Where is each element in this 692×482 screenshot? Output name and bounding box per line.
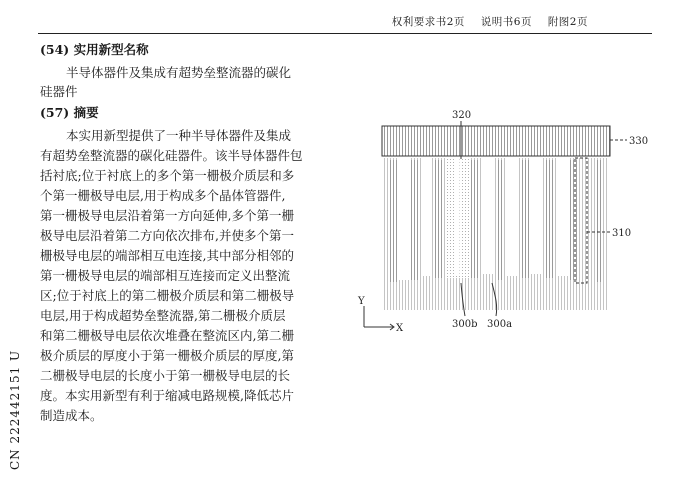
gate-finger [390, 160, 397, 282]
abstract-line: 有超势垒整流器的碳化硅器件。该半导体器件包 [40, 148, 303, 163]
abstract-line: 二栅极导电层的长度小于第一栅极导电层的长 [40, 368, 291, 383]
page-header [0, 0, 692, 34]
trench [421, 158, 432, 276]
gate-finger [434, 160, 443, 278]
substrate-region [382, 158, 609, 310]
axis-x-label: X [396, 323, 404, 334]
abstract-line: 极介质层的厚度小于第一栅极介质层的厚度,第 [40, 348, 294, 363]
header-rule [38, 33, 652, 34]
abstract-line: 第一栅极导电层沿着第一方向延伸,多个第一栅 [40, 208, 294, 223]
label-300a: 300a [487, 319, 513, 330]
abstract-line: 第一栅极导电层的端部相互连接而定义出整流 [40, 268, 291, 283]
abstract-line: 区;位于衬底上的第二栅极介质层和第二栅极导 [40, 288, 295, 303]
title-section-label: (54) 实用新型名称 [40, 42, 149, 57]
abstract-line: 和第二栅极导电层依次堆叠在整流区内,第二栅 [40, 328, 294, 343]
trench [506, 158, 518, 276]
trench [399, 158, 409, 280]
rectifier-region [445, 158, 469, 278]
abstract-line: 极导电层沿着第二方向依次排布,并使多个第一 [40, 228, 294, 243]
gate-connection-bar [382, 126, 610, 156]
abstract-line: 制造成本。 [40, 408, 103, 423]
title-line: 半导体器件及集成有超势垒整流器的碳化 [66, 65, 292, 80]
abstract-line: 括衬底;位于衬底上的多个第一栅极介质层和多 [40, 168, 295, 183]
claims-pages: 权利要求书2页 [391, 16, 465, 28]
gate-finger [570, 160, 579, 280]
title-line: 硅器件 [40, 84, 78, 99]
gate-finger [496, 160, 504, 280]
trench [481, 158, 494, 274]
description-pages: 说明书6页 [480, 16, 532, 28]
gate-finger [520, 160, 529, 278]
label-310: 310 [612, 228, 632, 239]
gate-finger [545, 160, 554, 278]
label-320: 320 [452, 110, 472, 121]
abstract-section-label: (57) 摘要 [40, 105, 99, 120]
axis-y-label: Y [358, 296, 365, 307]
page-count-info [380, 14, 588, 29]
abstract-line: 本实用新型提供了一种半导体器件及集成 [66, 128, 292, 143]
trench [531, 158, 543, 274]
axis-x-arrow [390, 324, 394, 330]
leader-300a [492, 283, 497, 316]
leader-300b [461, 283, 465, 316]
label-330: 330 [629, 136, 649, 147]
abstract-line: 个第一栅极导电层,用于构成多个晶体管器件, [40, 188, 286, 203]
abstract-line: 栅极导电层的端部相互电连接,其中部分相邻的 [40, 248, 294, 263]
abstract-line: 度。本实用新型有利于缩减电路规模,降低芯片 [40, 388, 294, 403]
publication-number: CN 222442151 U [8, 349, 22, 470]
drawing-pages: 附图2页 [547, 16, 588, 28]
gate-finger [595, 160, 603, 282]
gate-finger [411, 160, 419, 280]
abstract-line: 电层,用于构成超势垒整流器,第二栅极介质层 [40, 308, 286, 323]
gate-finger-outline [575, 158, 587, 283]
label-300b: 300b [452, 319, 478, 330]
gate-finger [471, 160, 479, 278]
trench [556, 158, 568, 276]
